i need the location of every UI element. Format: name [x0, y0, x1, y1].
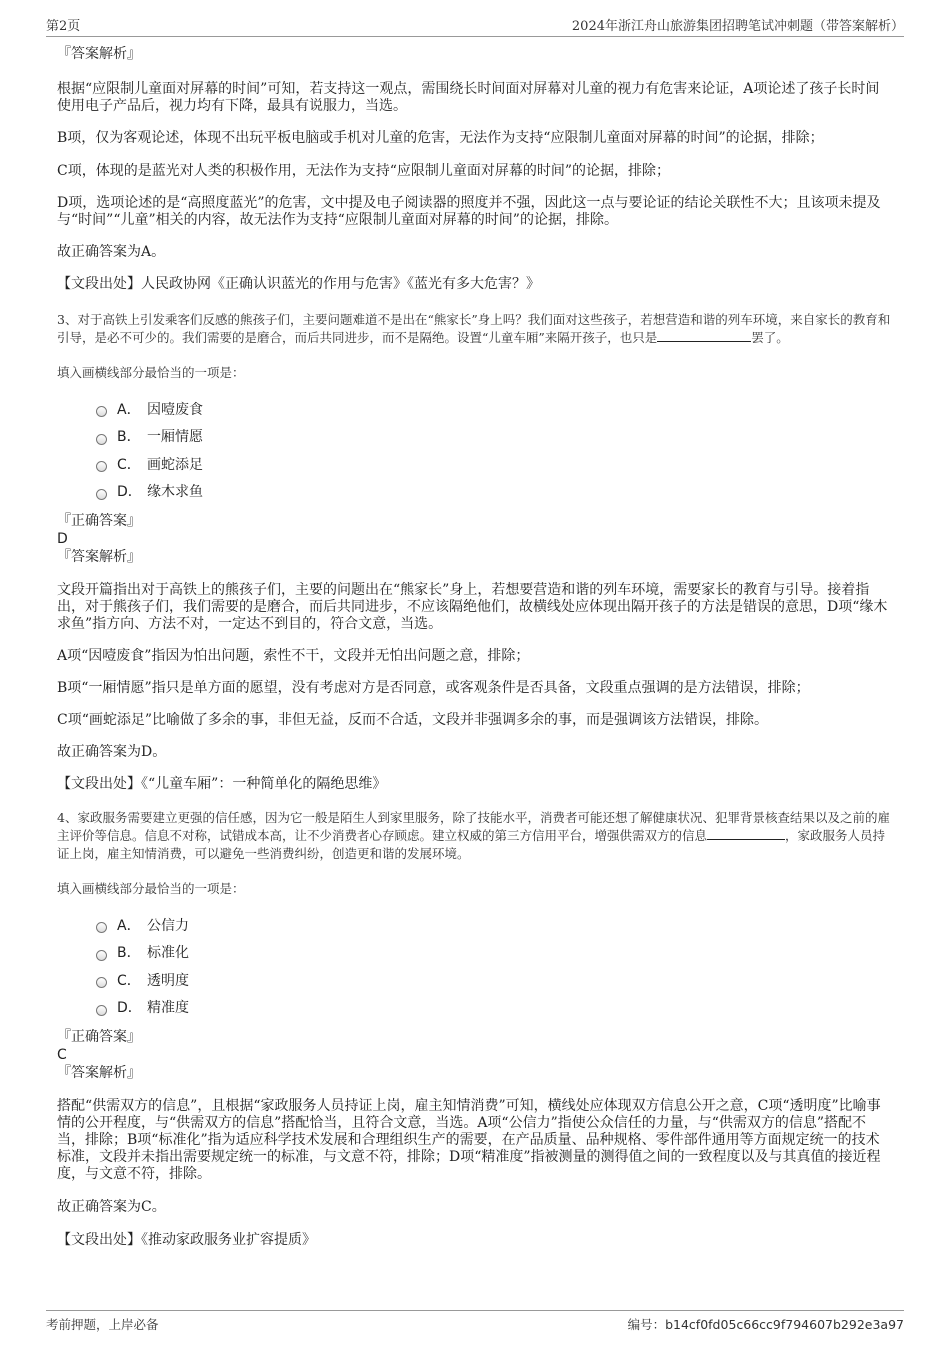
- option-d[interactable]: [96, 478, 893, 506]
- analysis-label: 『答案解析』: [57, 1065, 141, 1081]
- option-text: 画蛇添足: [147, 456, 203, 473]
- analysis-paragraph: B项“一厢情愿”指只是单方面的愿望，没有考虑对方是否同意，或客观条件是否具备，文段重点强调的是方法错误，排除；: [57, 680, 810, 696]
- source-citation: 【文段出处】《推动家政服务业扩容提质》: [57, 1232, 316, 1248]
- correct-answer-value: C: [57, 1047, 67, 1063]
- option-key: C．: [117, 972, 141, 989]
- radio-icon[interactable]: [96, 922, 107, 933]
- source-citation: 【文段出处】人民政协网《正确认识蓝光的作用与危害》《蓝光有多大危害？》: [57, 276, 540, 292]
- question-4-stem-end: ，家政服务人员持证上岗，雇主知情消费，可以避免一些消费纠纷，创造更和谐的发展环境。: [57, 828, 886, 861]
- page-footer: [46, 1310, 904, 1333]
- correct-answer-value: D: [57, 531, 68, 547]
- analysis-paragraph: C项，体现的是蓝光对人类的积极作用，无法作为支持“应限制儿童面对屏幕的时间”的论据，排除；: [57, 163, 671, 179]
- question-3-options: [57, 395, 893, 505]
- radio-icon[interactable]: [96, 406, 107, 417]
- option-text: 公信力: [147, 917, 189, 934]
- option-b[interactable]: [96, 939, 893, 967]
- correct-answer-label: 『正确答案』: [57, 1029, 141, 1045]
- analysis-label: 『答案解析』: [57, 46, 141, 62]
- option-b[interactable]: [96, 423, 893, 451]
- answer-blank: [657, 329, 751, 342]
- option-text: 一厢情愿: [147, 429, 203, 446]
- option-c[interactable]: [96, 966, 893, 994]
- code-value: b14cf0fd05c66cc9f794607b292e3a97: [665, 1317, 904, 1332]
- radio-icon[interactable]: [96, 1005, 107, 1016]
- analysis-paragraph: A项“因噎废食”指因为怕出问题，索性不干，文段并无怕出问题之意，排除；: [57, 648, 530, 664]
- document-code: [628, 1315, 904, 1333]
- option-text: 精准度: [147, 1000, 189, 1017]
- option-a[interactable]: [96, 911, 893, 939]
- analysis-paragraph: C项“画蛇添足”比喻做了多余的事，非但无益，反而不合适，文段并非强调多余的事，而是强调该方法错误，排除。: [57, 712, 769, 728]
- final-answer-text: 故正确答案为A。: [57, 244, 166, 260]
- radio-icon[interactable]: [96, 434, 107, 445]
- page-number: 第2页: [46, 19, 81, 34]
- correct-answer-label: 『正确答案』: [57, 513, 141, 529]
- option-d[interactable]: [96, 994, 893, 1022]
- option-text: 因噎废食: [147, 401, 203, 418]
- option-key: B．: [117, 429, 141, 446]
- option-key: D．: [117, 1000, 142, 1017]
- question-4-options: [57, 911, 893, 1021]
- analysis-paragraph: 文段开篇指出对于高铁上的熊孩子们，主要的问题出在“熊家长”身上，若想要营造和谐的列车环境，需要家长的教育与引导。接着指出，对于熊孩子们，我们需要的是磨合，而后共同进步，不应该隔绝他们，故横线处应体现出隔开孩子的方法是错误的意思，D项“缘木求鱼”指方向、方法不对，一定达不到目的，符合文意，当选。: [57, 582, 888, 632]
- analysis-paragraph: 根据“应限制儿童面对屏幕的时间”可知，若支持这一观点，需围绕长时间面对屏幕对儿童的视力有危害来论证，A项论述了孩子长时间使用电子产品后，视力均有下降，最具有说服力，当选。: [57, 81, 880, 114]
- question-prompt: 填入画横线部分最恰当的一项是：: [57, 881, 245, 896]
- question-3-stem-end: 罢了。: [751, 330, 789, 345]
- option-a[interactable]: [96, 395, 893, 423]
- option-text: 标准化: [147, 945, 189, 962]
- source-citation: 【文段出处】《“儿童车厢”：一种简单化的隔绝思维》: [57, 776, 387, 792]
- radio-icon[interactable]: [96, 461, 107, 472]
- option-key: A．: [117, 401, 141, 418]
- option-key: A．: [117, 917, 141, 934]
- analysis-paragraph: D项，选项论述的是“高照度蓝光”的危害，文中提及电子阅读器的照度并不强，因此这一点与要论证的结论关联性不大；且该项未提及与“时间”“儿童”相关的内容，故无法作为支持“应限制儿童面对屏幕的时间”的论据，排除。: [57, 195, 881, 228]
- analysis-paragraph: B项，仅为客观论述，体现不出玩平板电脑或手机对儿童的危害，无法作为支持“应限制儿童面对屏幕的时间”的论据，排除；: [57, 130, 824, 146]
- page-header: [46, 14, 904, 37]
- radio-icon[interactable]: [96, 950, 107, 961]
- option-key: D．: [117, 484, 142, 501]
- answer-blank: [707, 827, 785, 840]
- question-4-stem: 4、家政服务需要建立更强的信任感，因为它一般是陌生人到家里服务，除了技能水平，消费者可能还想了解健康状况、犯罪背景核查结果以及之前的雇主评价等信息。信息不对称，试错成本高，让不少消费者心存顾虑。建立权威的第三方信用平台，增强供需双方的信息: [57, 810, 890, 843]
- question-prompt: 填入画横线部分最恰当的一项是：: [57, 365, 245, 380]
- option-text: 缘木求鱼: [147, 484, 203, 501]
- question-4-text: [57, 809, 893, 863]
- analysis-paragraph: 搭配“供需双方的信息”，且根据“家政服务人员持证上岗，雇主知情消费”可知，横线处应体现双方信息公开之意，C项“透明度”比喻事情的公开程度，与“供需双方的信息”搭配恰当，且符合文意，当选。A项“公信力”指使公众信任的力量，与“供需双方的信息”搭配不当，排除；B项“标准化”指为适应科学技术发展和合理组织生产的需要，在产品质量、品种规格、零件部件通用等方面规定统一的技术标准，文段并未指出需要规定统一的标准，与文意不符，排除；D项“精准度”指被测量的测得值之间的一致程度以及与其真值的接近程度，与文意不符，排除。: [57, 1098, 881, 1182]
- radio-icon[interactable]: [96, 977, 107, 988]
- option-key: B．: [117, 945, 141, 962]
- final-answer-text: 故正确答案为D。: [57, 744, 167, 760]
- option-key: C．: [117, 456, 141, 473]
- final-answer-text: 故正确答案为C。: [57, 1199, 166, 1215]
- radio-icon[interactable]: [96, 489, 107, 500]
- footer-slogan: 考前押题，上岸必备: [46, 1317, 159, 1332]
- code-label: 编号：: [627, 1317, 666, 1332]
- document-title: 2024年浙江舟山旅游集团招聘笔试冲刺题（带答案解析）: [571, 19, 904, 34]
- analysis-label: 『答案解析』: [57, 549, 141, 565]
- question-3-text: [57, 311, 893, 347]
- option-text: 透明度: [147, 972, 189, 989]
- question-3-stem: 3、对于高铁上引发乘客们反感的熊孩子们，主要问题难道不是出在“熊家长”身上吗？我们面对这些孩子，若想营造和谐的列车环境，来自家长的教育和引导，是必不可少的。我们需要的是磨合，而后共同进步，而不是隔绝。设置“儿童车厢”来隔开孩子，也只是: [57, 312, 891, 345]
- page-content: [57, 46, 893, 1249]
- option-c[interactable]: [96, 450, 893, 478]
